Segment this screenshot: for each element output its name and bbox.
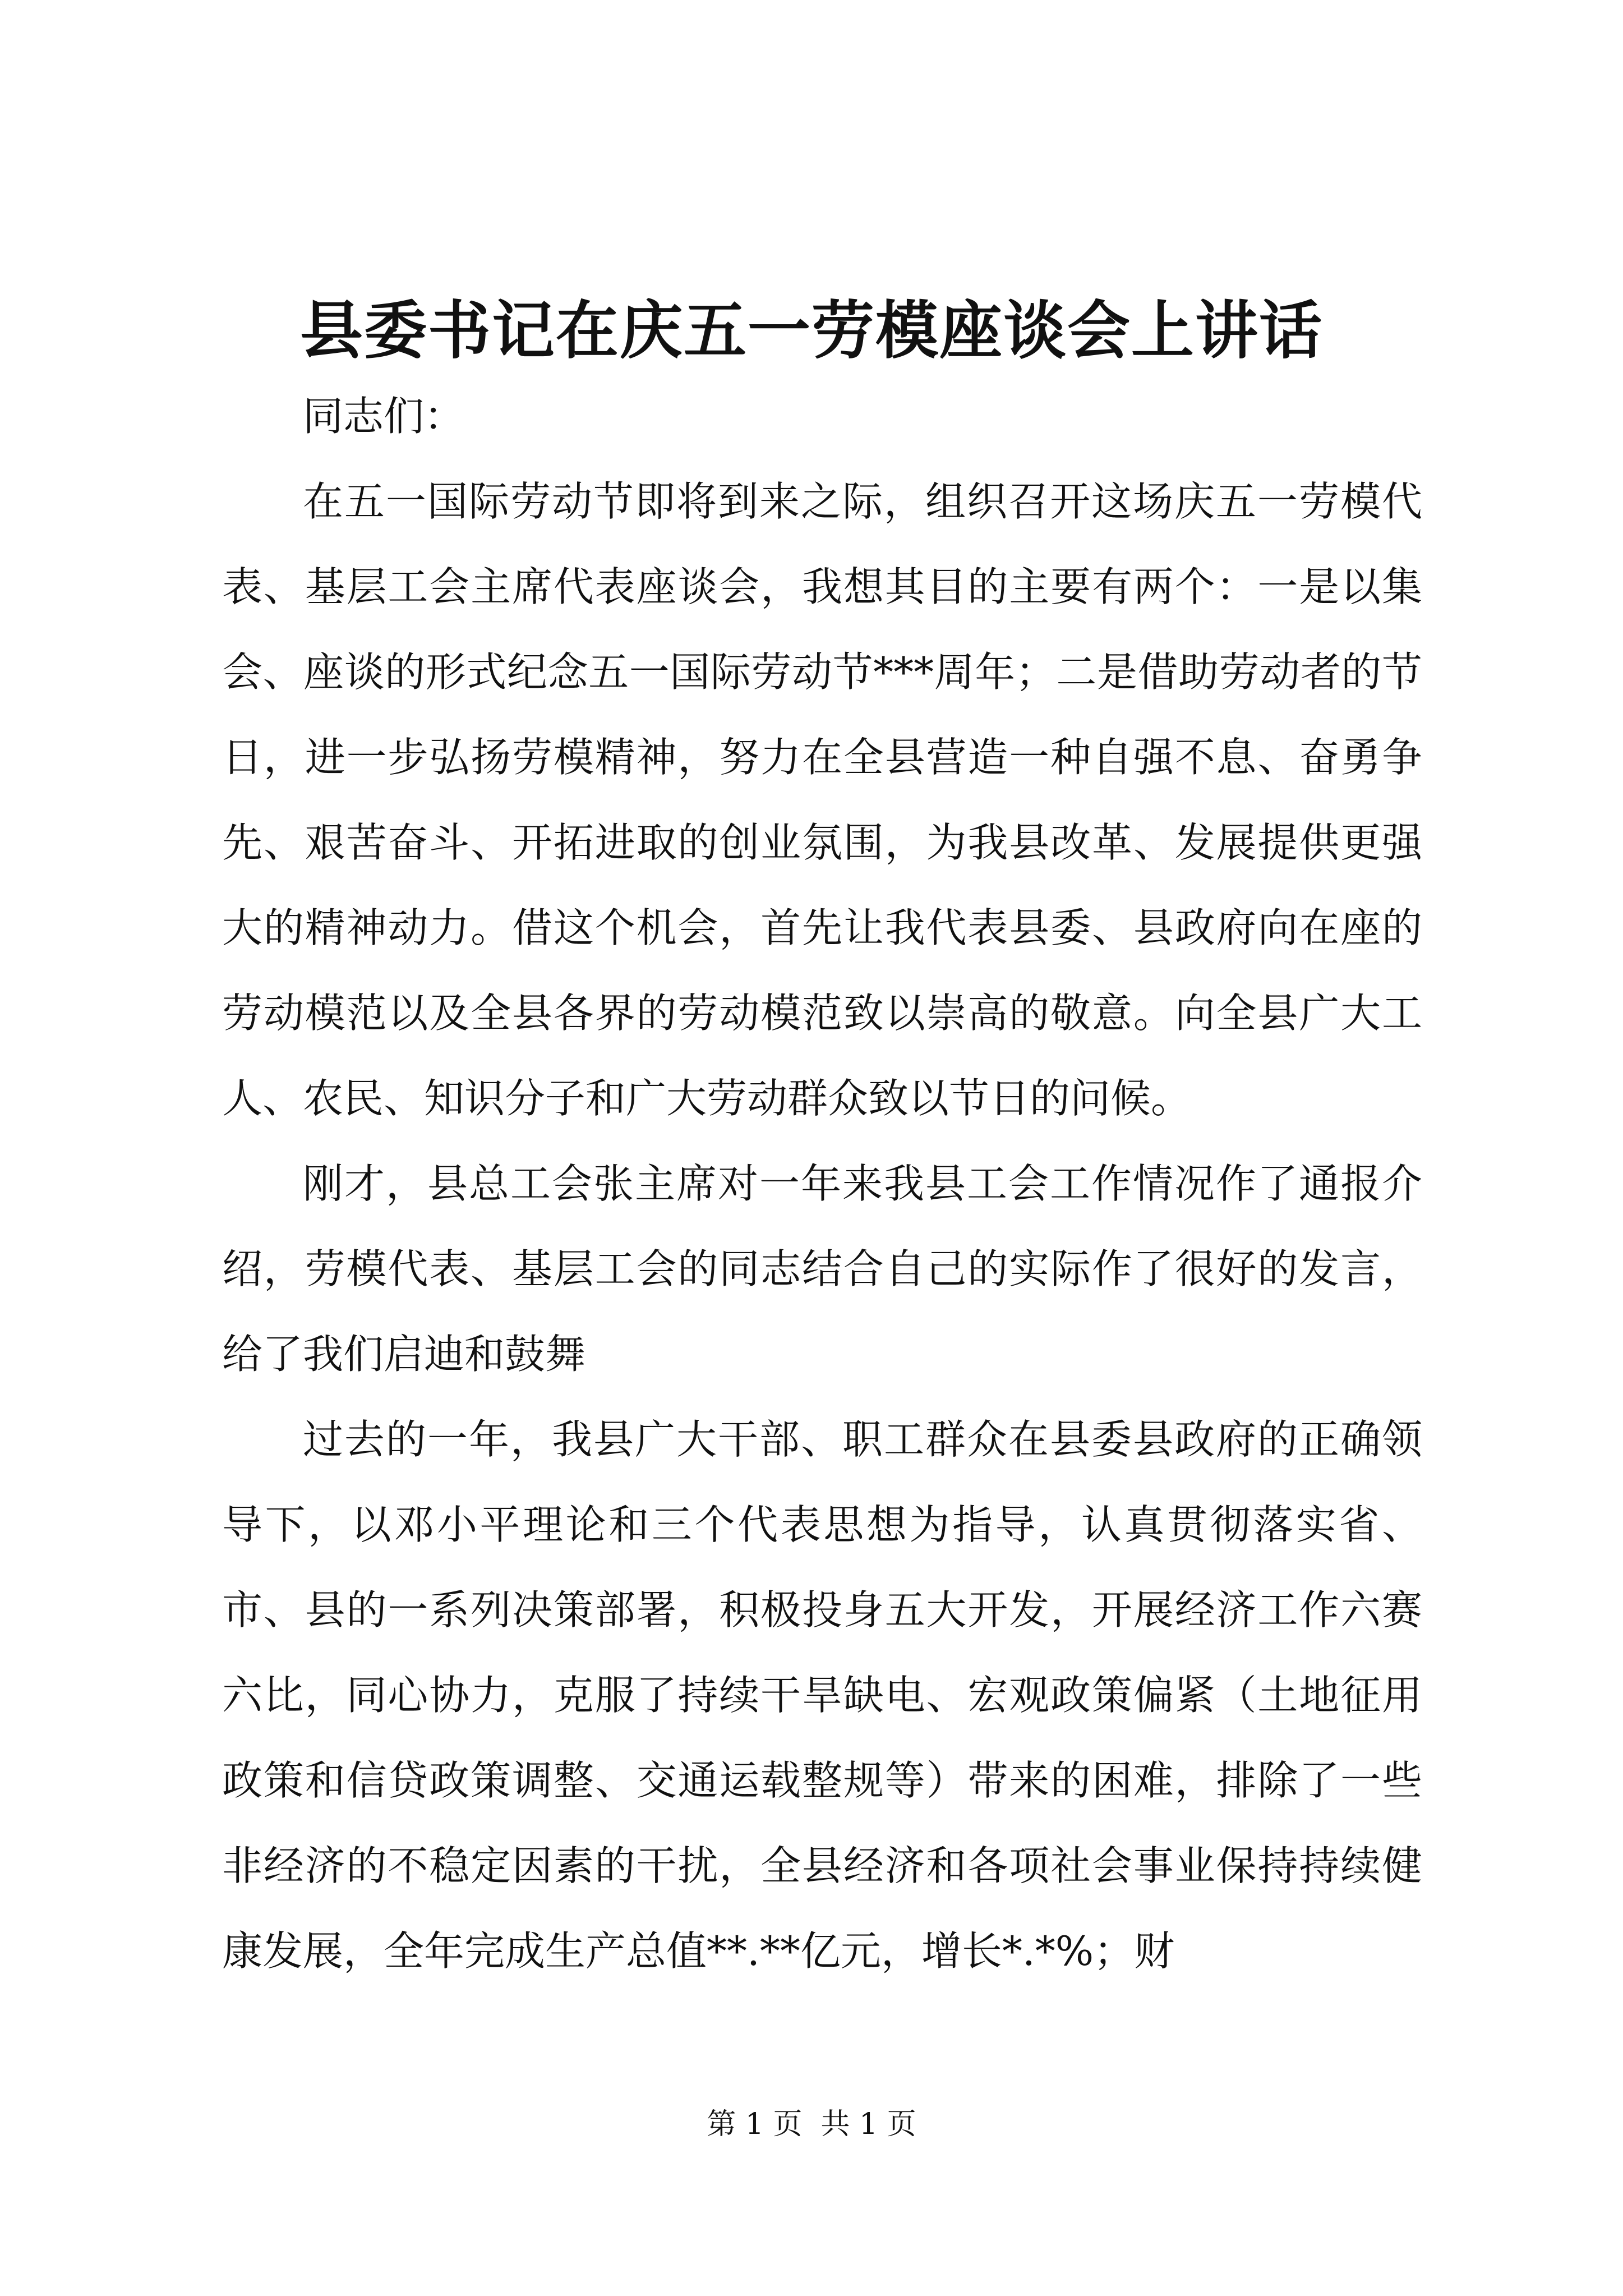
paragraph-1: 在五一国际劳动节即将到来之际，组织召开这场庆五一劳模代表、基层工会主席代表座谈会，我想其目的主要有两个：一是以集会、座谈的形式纪念五一国际劳动节***周年；二是借助劳动者的节日，进一步弘扬劳模精神，努力在全县营造一种自强不息、奋勇争先、艰苦奋斗、开拓进取的创业氛围，为我县改革、发展提供更强大的精神动力。借这个机会，首先让我代表县委、县政府向在座的劳动模范以及全县各界的劳动模范致以崇高的敬意。向全县广大工人、农民、知识分子和广大劳动群众致以节日的问候。 (222, 478, 1422, 1122)
document-title: 县委书记在庆五一劳模座谈会上讲话 (300, 294, 1323, 367)
document-body (222, 374, 1422, 1994)
paragraph-salutation: 同志们： (303, 393, 465, 440)
paragraph-3: 过去的一年，我县广大干部、职工群众在县委县政府的正确领导下，以邓小平理论和三个代表思想为指导，认真贯彻落实省、市、县的一系列决策部署，积极投身五大开发，开展经济工作六赛六比，同心协力，克服了持续干旱缺电、宏观政策偏紧（土地征用政策和信贷政策调整、交通运载整规等）带来的困难，排除了一些非经济的不稳定因素的干扰，全县经济和各项社会事业保持持续健康发展，全年完成生产总值**.**亿元，增长*.*%；财 (222, 1416, 1422, 1975)
page-number-label: 第 1 页 共 1 页 (707, 2108, 916, 2141)
paragraph-2: 刚才，县总工会张主席对一年来我县工会工作情况作了通报介绍，劳模代表、基层工会的同志结合自己的实际作了很好的发言，给了我们启迪和鼓舞 (222, 1160, 1422, 1378)
page-footer (0, 2105, 1623, 2144)
